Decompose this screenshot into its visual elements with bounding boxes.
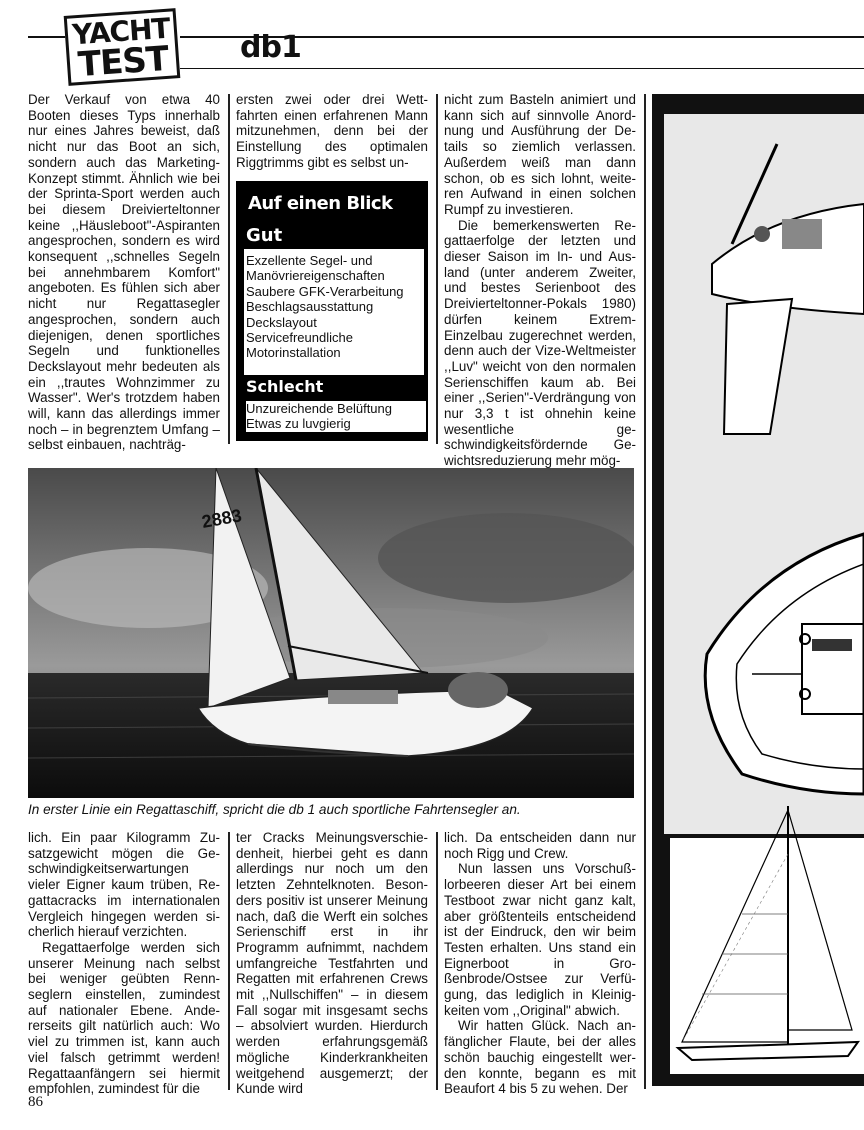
- column-2-bottom-text: [236, 830, 428, 1097]
- column-1-top-text: [28, 92, 220, 453]
- good-item: Motorinstallation: [246, 345, 341, 361]
- logo-line-test: TEST: [76, 38, 170, 86]
- column-1-bottom-text: [28, 830, 220, 1097]
- boat-model-title: db1: [240, 30, 301, 65]
- bad-item: Etwas zu luvgierig: [246, 416, 351, 432]
- good-list: [246, 253, 404, 361]
- column-3-bottom-text: [444, 830, 636, 1097]
- paragraph: nicht zum Basteln animiert und kann sich auf sinnvolle Anordnung und Ausführung der Details so ziemlich verlassen. Außerdem weiß man dann schon, ob es sich lohnt, weiteren Aufwand in einen solchen Rumpf zu investieren.: [444, 92, 636, 217]
- column-2-top-text: [236, 92, 428, 171]
- paragraph: Die bemerkenswerten Regattaerfolge der letzten und dieser Saison im In- und Ausland (unter anderem Zweiter, und bestes Serienboot des Dreivierteltonner-Pokals 1980) dürfen keinem Extrem-Einzelbau zugerechnet werden, denn auch der Vize-Weltmeister ,,Luv" weicht von den normalen Serienschiffen kaum ab. Bei einer ,,Serien"-Verdrängung von nur 3,3 t ist ohnehin keine wesentliche geschwindigkeitsfördernde Gewichtsreduzierung mehr mög-: [444, 217, 636, 469]
- paragraph: lich. Da entscheiden dann nur noch Rigg und Crew.: [444, 830, 636, 861]
- sailboat-photo-illustration: [28, 468, 634, 798]
- paragraph: lich. Ein paar Kilogramm Zusatzgewicht mögen die Geschwindigkeitserwartungen vieler Eigner kaum trüben, Regattacracks im internationalen Vergleich hingegen werden sicherlich hierauf verzichten.: [28, 830, 220, 940]
- sail-number: 2883: [200, 505, 244, 532]
- page-number: 86: [28, 1094, 43, 1110]
- header-rule-left: [28, 36, 68, 38]
- column-divider: [436, 832, 438, 1090]
- good-item: Servicefreundliche: [246, 330, 353, 346]
- paragraph: ter Cracks Meinungsverschiedenheit, hierbei geht es dann allerdings nur noch um den letzten Zehntelknoten. Besonders positiv ist unserer Meinung nach, daß die Werft ein solches Serienschiff erst in ihr Programm aufnimmt, nachdem umfangreiche Testfahrten und Regatten mit erfahrenen Crews mit ,,Nullschiffen" – in diesem Fall sogar mit insgesamt sechs – absolviert wurden. Hierdurch werden erfahrungsgemäß mögliche Kinderkrankheiten weitgehend ausgemerzt; der Kunde wird: [236, 830, 428, 1097]
- good-item: Manövriereigenschaften: [246, 268, 385, 284]
- box-title: Auf einen Blick: [248, 193, 393, 214]
- paragraph: Wir hatten Glück. Nach anfänglicher Flaute, bei der alles schön bauchig eingestellt werden konnte, begann es mit Beaufort 4 bis 5 zu wehen. Der: [444, 1018, 636, 1097]
- photo-caption: In erster Linie ein Regattaschiff, spricht die db 1 auch sportliche Fahrtensegler an.: [28, 802, 521, 817]
- paragraph: ersten zwei oder drei Wettfahrten einen erfahrenen Mann mitzunehmen, denn bei der Einstellung des optimalen Riggtrimms gibt es selbst un-: [236, 92, 428, 170]
- header-rule-bottom: [180, 68, 864, 69]
- boat-drawings-panel: [652, 94, 864, 1086]
- good-item: Exzellente Segel- und: [246, 253, 373, 268]
- column-divider: [228, 94, 230, 444]
- bad-heading: Schlecht: [246, 377, 324, 396]
- paragraph: Nun lassen uns Vorschußlorbeeren dieser Art bei einem Testboot zwar nicht ganz kalt, aber größtenteils entscheidend ist der Eindruck, den wir beim Testen erhalten. Uns stand ein Eignerboot in Großenbrode/Ostsee zur Verfügung, das lediglich in Kleinigkeiten vom ,,Original" abwich.: [444, 861, 636, 1018]
- column-divider: [436, 94, 438, 444]
- column-divider: [228, 832, 230, 1090]
- bad-list: [246, 401, 426, 432]
- good-heading: Gut: [246, 225, 283, 246]
- good-item: Deckslayout: [246, 314, 317, 330]
- good-item: Saubere GFK-Verarbeitung: [246, 283, 404, 299]
- paragraph: Regattaerfolge werden sich unserer Meinung nach selbst bei weniger geübten Rennseglern einstellen, zumindest auf nationaler Ebene. Andererseits gilt natürlich auch: Wo viel zu trimmen ist, kann auch viel falsch getrimmt werden! Regattaanfängern sei hiermit empfohlen, zumindest für die: [28, 939, 220, 1097]
- paragraph: Der Verkauf von etwa 40 Booten dieses Typs innerhalb nur eines Jahres beweist, daß nicht nur das Boot an sich, sondern auch das Marketing-Konzept stimmt. Ähnlich wie bei der Sprinta-Sport werden auch bei diesem Dreivierteltonner keine ,,Häusleboot"-Aspiranten angesprochen, sondern es wird konsequent ,,schnelles Segeln bei annehmbarem Komfort" angeboten. Es fühlen sich aber nicht nur Regattasegler angesprochen, sondern auch diejenigen, denen sportliches Segeln und funktionelles Deckslayout mehr bedeuten als ein ,,trautes Wohnzimmer zu Wasser". Wer's trotzdem haben will, kann das allerdings immer noch – in begrenztem Umfang – selbst einbauen, nachträg-: [28, 92, 220, 453]
- at-a-glance-box: [236, 181, 428, 441]
- regatta-photo: [28, 468, 634, 798]
- bad-item: Unzureichende Belüftung: [246, 401, 392, 416]
- column-divider: [644, 94, 646, 1089]
- good-item: Beschlagsausstattung: [246, 299, 374, 315]
- logo-line-yacht: YACHT: [71, 11, 171, 52]
- column-3-top-text: [444, 92, 636, 469]
- boat-drawings-illustration: [652, 94, 864, 1086]
- yacht-test-logo: [64, 8, 181, 86]
